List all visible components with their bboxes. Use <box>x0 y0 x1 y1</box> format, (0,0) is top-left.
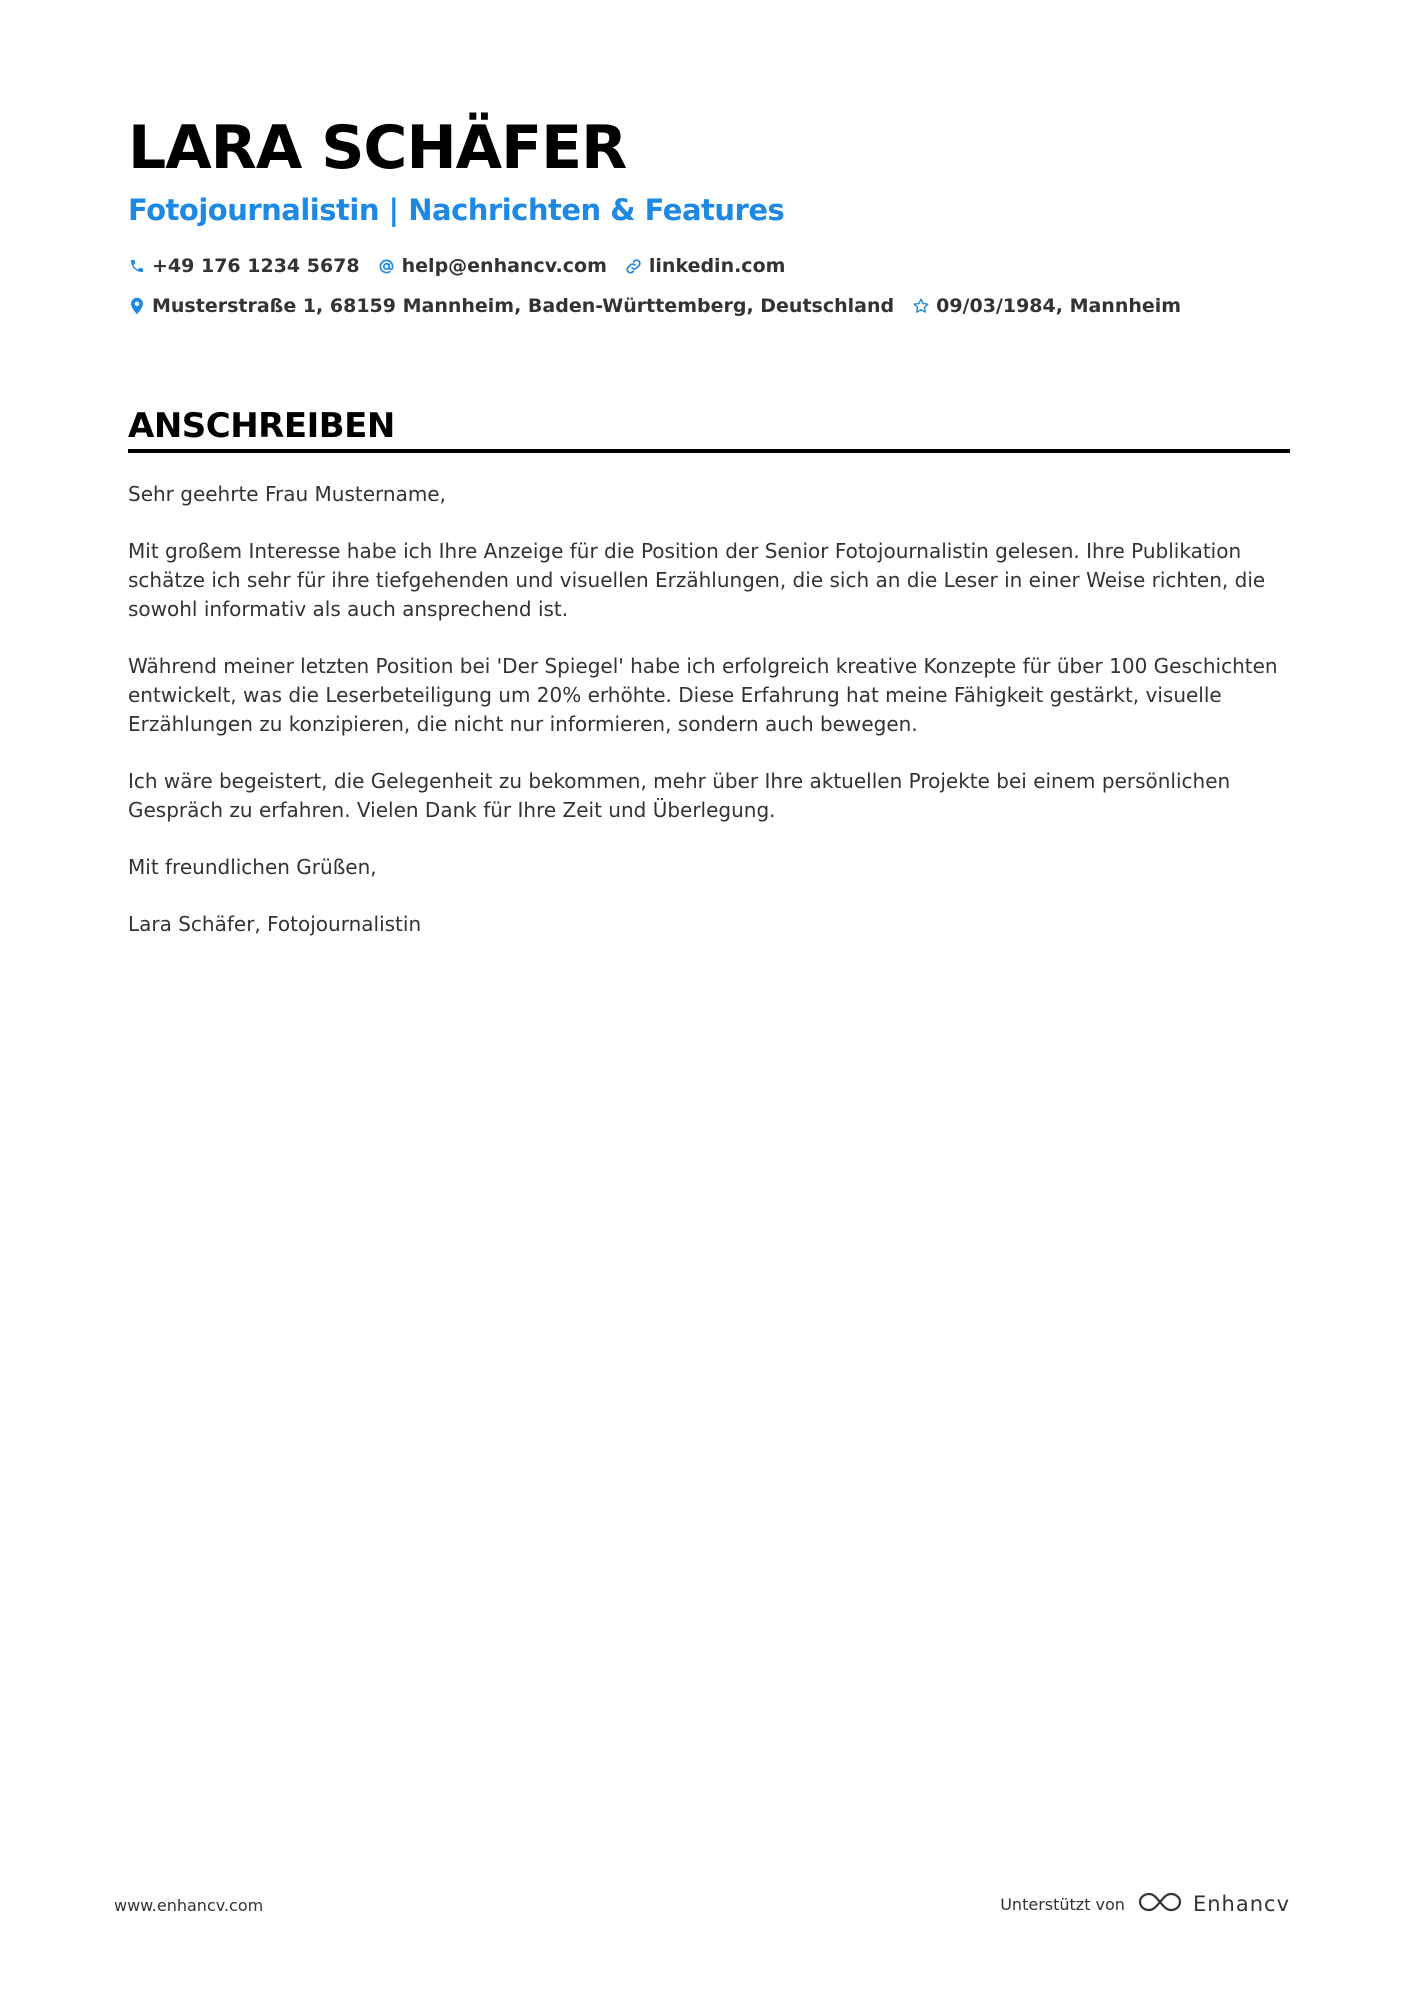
phone-number: +49 176 1234 5678 <box>152 255 360 277</box>
linkedin-link[interactable]: linkedin.com <box>648 255 786 277</box>
header <box>128 108 1288 320</box>
contact-row-secondary <box>128 292 1288 320</box>
footer-website[interactable]: www.enhancv.com <box>114 1896 264 1915</box>
birth-info: 09/03/1984, Mannheim <box>936 295 1182 317</box>
enhancv-logo[interactable] <box>1137 1890 1290 1918</box>
candidate-headline: Fotojournalistin | Nachrichten & Features <box>128 193 785 227</box>
section-title: ANSCHREIBEN <box>128 406 395 446</box>
phone-icon <box>128 257 146 275</box>
contact-email <box>378 255 607 277</box>
letter-paragraph: Während meiner letzten Position bei 'Der Spiegel' habe ich erfolgreich kreative Konzepte für über 100 Geschichten entwickelt, was die Leserbeteiligung um 20% erhöhte. Diese Erfahrung hat meine Fähigkeit gestärkt, visuelle Erzählungen zu konzipieren, die nicht nur informieren, sondern auch bewegen. <box>128 654 1278 736</box>
brand-name: Enhancv <box>1192 1892 1290 1916</box>
letter-salutation: Sehr geehrte Frau Mustername, <box>128 482 446 506</box>
address-text: Musterstraße 1, 68159 Mannheim, Baden-Württemberg, Deutschland <box>152 295 895 317</box>
contact-birth <box>912 295 1181 317</box>
star-icon <box>912 297 930 315</box>
footer-powered-by <box>1000 1890 1290 1918</box>
at-icon <box>378 257 396 275</box>
location-pin-icon <box>128 297 146 315</box>
letter-signature: Lara Schäfer, Fotojournalistin <box>128 912 422 936</box>
link-icon <box>625 257 643 275</box>
candidate-name: LARA SCHÄFER <box>128 113 627 183</box>
infinity-icon <box>1137 1890 1183 1918</box>
contact-phone <box>128 255 360 277</box>
letter-body <box>128 480 1290 967</box>
letter-paragraph: Ich wäre begeistert, die Gelegenheit zu bekommen, mehr über Ihre aktuellen Projekte bei einem persönlichen Gespräch zu erfahren. Vielen Dank für Ihre Zeit und Überlegung. <box>128 769 1231 822</box>
powered-by-label: Unterstützt von <box>1000 1894 1125 1914</box>
email-address[interactable]: help@enhancv.com <box>401 255 607 277</box>
section-divider <box>128 449 1290 453</box>
contact-row-primary <box>128 252 1288 280</box>
letter-paragraph: Mit großem Interesse habe ich Ihre Anzeige für die Position der Senior Fotojournalistin gelesen. Ihre Publikation schätze ich sehr für ihre tiefgehenden und visuellen Erzählungen, die sich an die Leser in einer Weise richten, die sowohl informativ als auch ansprechend ist. <box>128 539 1266 621</box>
contact-address <box>128 295 894 317</box>
contact-linkedin <box>625 255 786 277</box>
letter-closing: Mit freundlichen Grüßen, <box>128 855 377 879</box>
